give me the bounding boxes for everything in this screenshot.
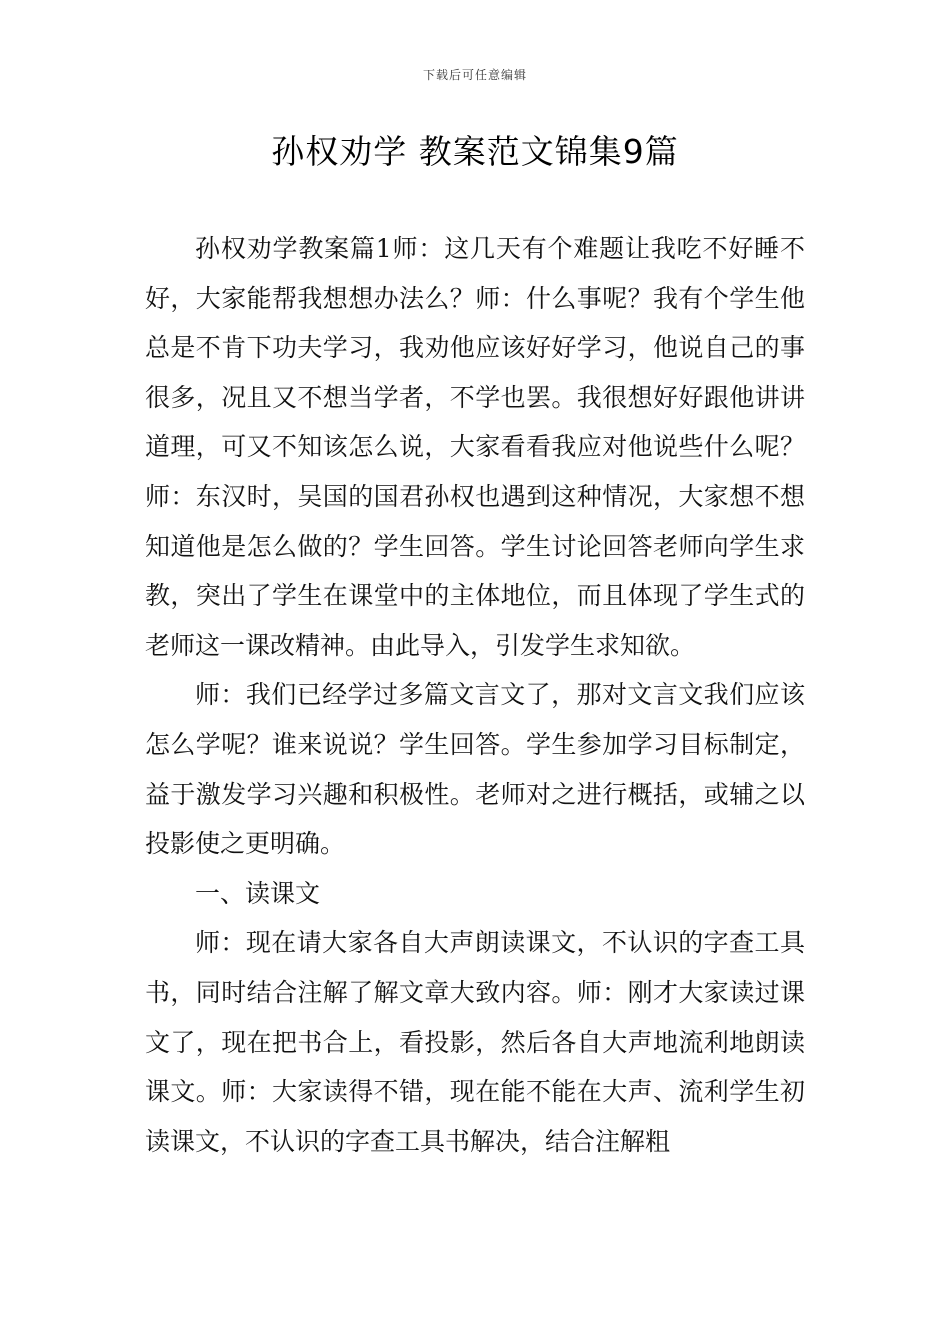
document-title: 孙权劝学 教案范文锦集9篇 — [271, 132, 679, 171]
paragraph-1: 孙权劝学教案篇1师：这几天有个难题让我吃不好睡不好，大家能帮我想想办法么？师：什么事呢？我有个学生他总是不肯下功夫学习，我劝他应该好好学习，他说自己的事很多，况且又不想当学者，不学也罢。我很想好好跟他讲讲道理，可又不知该怎么说，大家看看我应对他说些什么呢？师：东汉时，吴国的国君孙权也遇到这种情况，大家想不想知道他是怎么做的？学生回答。学生讨论回答老师向学生求教，突出了学生在课堂中的主体地位，而且体现了学生式的老师这一课改精神。由此导入，引发学生求知欲。 — [145, 234, 805, 660]
section-heading-read-text: 一、读课文 — [195, 878, 321, 908]
paragraph-3: 师：现在请大家各自大声朗读课文，不认识的字查工具书，同时结合注解了解文章大致内容。师：刚才大家读过课文了，现在把书合上，看投影，然后各自大声地流利地朗读课文。师：大家读得不错，现在能不能在大声、流利学生初读课文，不认识的字查工具书解决，结合注解粗 — [145, 928, 805, 1156]
paragraph-2: 师：我们已经学过多篇文言文了，那对文言文我们应该怎么学呢？谁来说说？学生回答。学生参加学习目标制定，益于激发学习兴趣和积极性。老师对之进行概括，或辅之以投影使之更明确。 — [145, 680, 805, 859]
header-note: 下载后可任意编辑 — [422, 68, 527, 82]
document-body — [145, 224, 805, 1166]
